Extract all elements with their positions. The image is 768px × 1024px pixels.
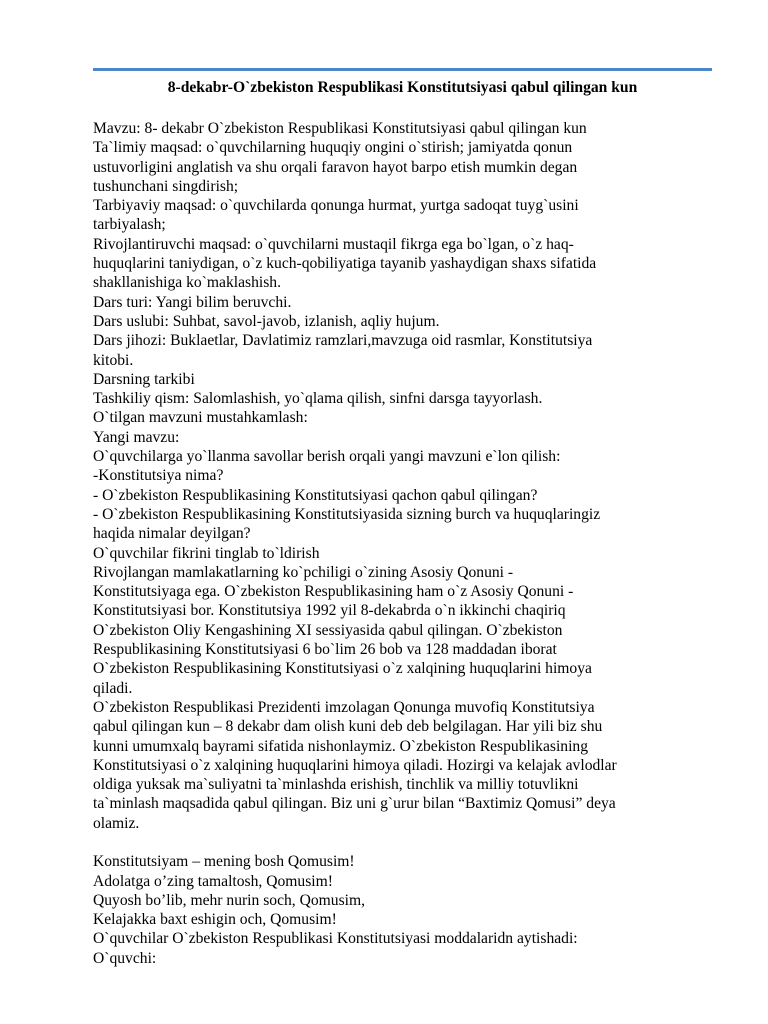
text-line: O`quvchilarga yo`llanma savollar berish orqali yangi mavzuni e`lon qilish: bbox=[93, 448, 561, 466]
document-body bbox=[93, 119, 713, 968]
text-line: Respublikasining Konstitutsiyasi 6 bo`lim 26 bob va 128 maddadan iborat bbox=[93, 641, 557, 659]
text-line: Ta`limiy maqsad: o`quvchilarning huquqiy ongini o`stirish; jamiyatda qonun bbox=[93, 139, 573, 157]
text-line: kunni umumxalq bayrami sifatida nishonlaymiz. O`zbekiston Respublikasining bbox=[93, 737, 589, 755]
text-line: olamiz. bbox=[93, 814, 140, 832]
text-line: Konstitutsiyasi o`z xalqining huquqlarini himoya qiladi. Hozirgi va kelajak avlodlar bbox=[93, 756, 617, 774]
text-line: Adolatga o’zing tamaltosh, Qomusim! bbox=[93, 872, 333, 890]
text-line: tarbiyalash; bbox=[93, 216, 166, 234]
text-line: oldiga yuksak ma`suliyatni ta`minlashda erishish, tinchlik va milliy totuvlikni bbox=[93, 776, 579, 794]
text-line: O`tilgan mavzuni mustahkamlash: bbox=[93, 409, 308, 427]
text-line: O`quvchi: bbox=[93, 949, 157, 967]
text-line: -Konstitutsiya nima? bbox=[93, 467, 224, 485]
blank-line bbox=[93, 833, 713, 852]
text-line: Dars jihozi: Buklaetlar, Davlatimiz ramzlari,mavzuga oid rasmlar, Konstitutsiya bbox=[93, 332, 593, 350]
document-title: 8-dekabr-O`zbekiston Respublikasi Konstitutsiyasi qabul qilingan kun bbox=[167, 79, 638, 96]
text-line: Darsning tarkibi bbox=[93, 370, 195, 388]
text-line: O`zbekiston Respublikasining Konstitutsiyasi o`z xalqining huquqlarini himoya bbox=[93, 660, 592, 678]
text-line: Tarbiyaviy maqsad: o`quvchilarda qonunga hurmat, yurtga sadoqat tuyg`usini bbox=[93, 197, 579, 215]
text-line: Rivojlangan mamlakatlarning ko`pchiligi o`zining Asosiy Qonuni - bbox=[93, 563, 514, 581]
text-line: Tashkiliy qism: Salomlashish, yo`qlama qilish, sinfni darsga tayyorlash. bbox=[93, 390, 543, 408]
text-line: kitobi. bbox=[93, 351, 134, 369]
text-line: qabul qilingan kun – 8 dekabr dam olish kuni deb deb belgilagan. Har yili biz shu bbox=[93, 718, 603, 736]
text-line: - O`zbekiston Respublikasining Konstitutsiyasi qachon qabul qilingan? bbox=[93, 486, 538, 504]
text-line: haqida nimalar deyilgan? bbox=[93, 525, 251, 543]
text-line: Dars uslubi: Suhbat, savol-javob, izlanish, aqliy hujum. bbox=[93, 312, 440, 330]
text-line: ustuvorligini anglatish va shu orqali faravon hayot barpo etish mumkin degan bbox=[93, 158, 578, 176]
text-line: Mavzu: 8- dekabr O`zbekiston Respublikasi Konstitutsiyasi qabul qilingan kun bbox=[93, 120, 587, 137]
text-line: Konstitutsiyaga ega. O`zbekiston Respublikasining ham o`z Asosiy Qonuni - bbox=[93, 583, 574, 601]
text-line: O`zbekiston Oliy Kengashining XI sessiyasida qabul qilingan. O`zbekiston bbox=[93, 621, 563, 639]
text-line: - O`zbekiston Respublikasining Konstitutsiyasida sizning burch va huquqlaringiz bbox=[93, 505, 601, 523]
text-line: Quyosh bo’lib, mehr nurin soch, Qomusim, bbox=[93, 891, 366, 909]
header-rule bbox=[93, 68, 712, 71]
text-line: Yangi mavzu: bbox=[93, 428, 180, 446]
text-line: O`zbekiston Respublikasi Prezidenti imzolagan Qonunga muvofiq Konstitutsiya bbox=[93, 698, 595, 716]
text-line: Rivojlantiruvchi maqsad: o`quvchilarni mustaqil fikrga ega bo`lgan, o`z haq- bbox=[93, 235, 574, 253]
text-line: Konstitutsiyasi bor. Konstitutsiya 1992 yil 8-dekabrda o`n ikkinchi chaqiriq bbox=[93, 602, 566, 620]
text-line: huquqlarini taniydigan, o`z kuch-qobiliyatiga tayanib yashaydigan shaxs sifatida bbox=[93, 255, 597, 273]
text-line: shakllanishiga ko`maklashish. bbox=[93, 274, 281, 292]
text-line: qiladi. bbox=[93, 679, 133, 697]
text-line: ta`minlash maqsadida qabul qilingan. Biz uni g`urur bilan “Baxtimiz Qomusi” deya bbox=[93, 795, 616, 813]
text-line: O`quvchilar O`zbekiston Respublikasi Konstitutsiyasi moddalaridn aytishadi: bbox=[93, 930, 578, 948]
text-line: Dars turi: Yangi bilim beruvchi. bbox=[93, 293, 292, 311]
text-line: O`quvchilar fikrini tinglab to`ldirish bbox=[93, 544, 320, 562]
text-line: Konstitutsiyam – mening bosh Qomusim! bbox=[93, 853, 355, 871]
text-line: tushunchani singdirish; bbox=[93, 177, 239, 195]
text-line: Kelajakka baxt eshigin och, Qomusim! bbox=[93, 911, 337, 929]
